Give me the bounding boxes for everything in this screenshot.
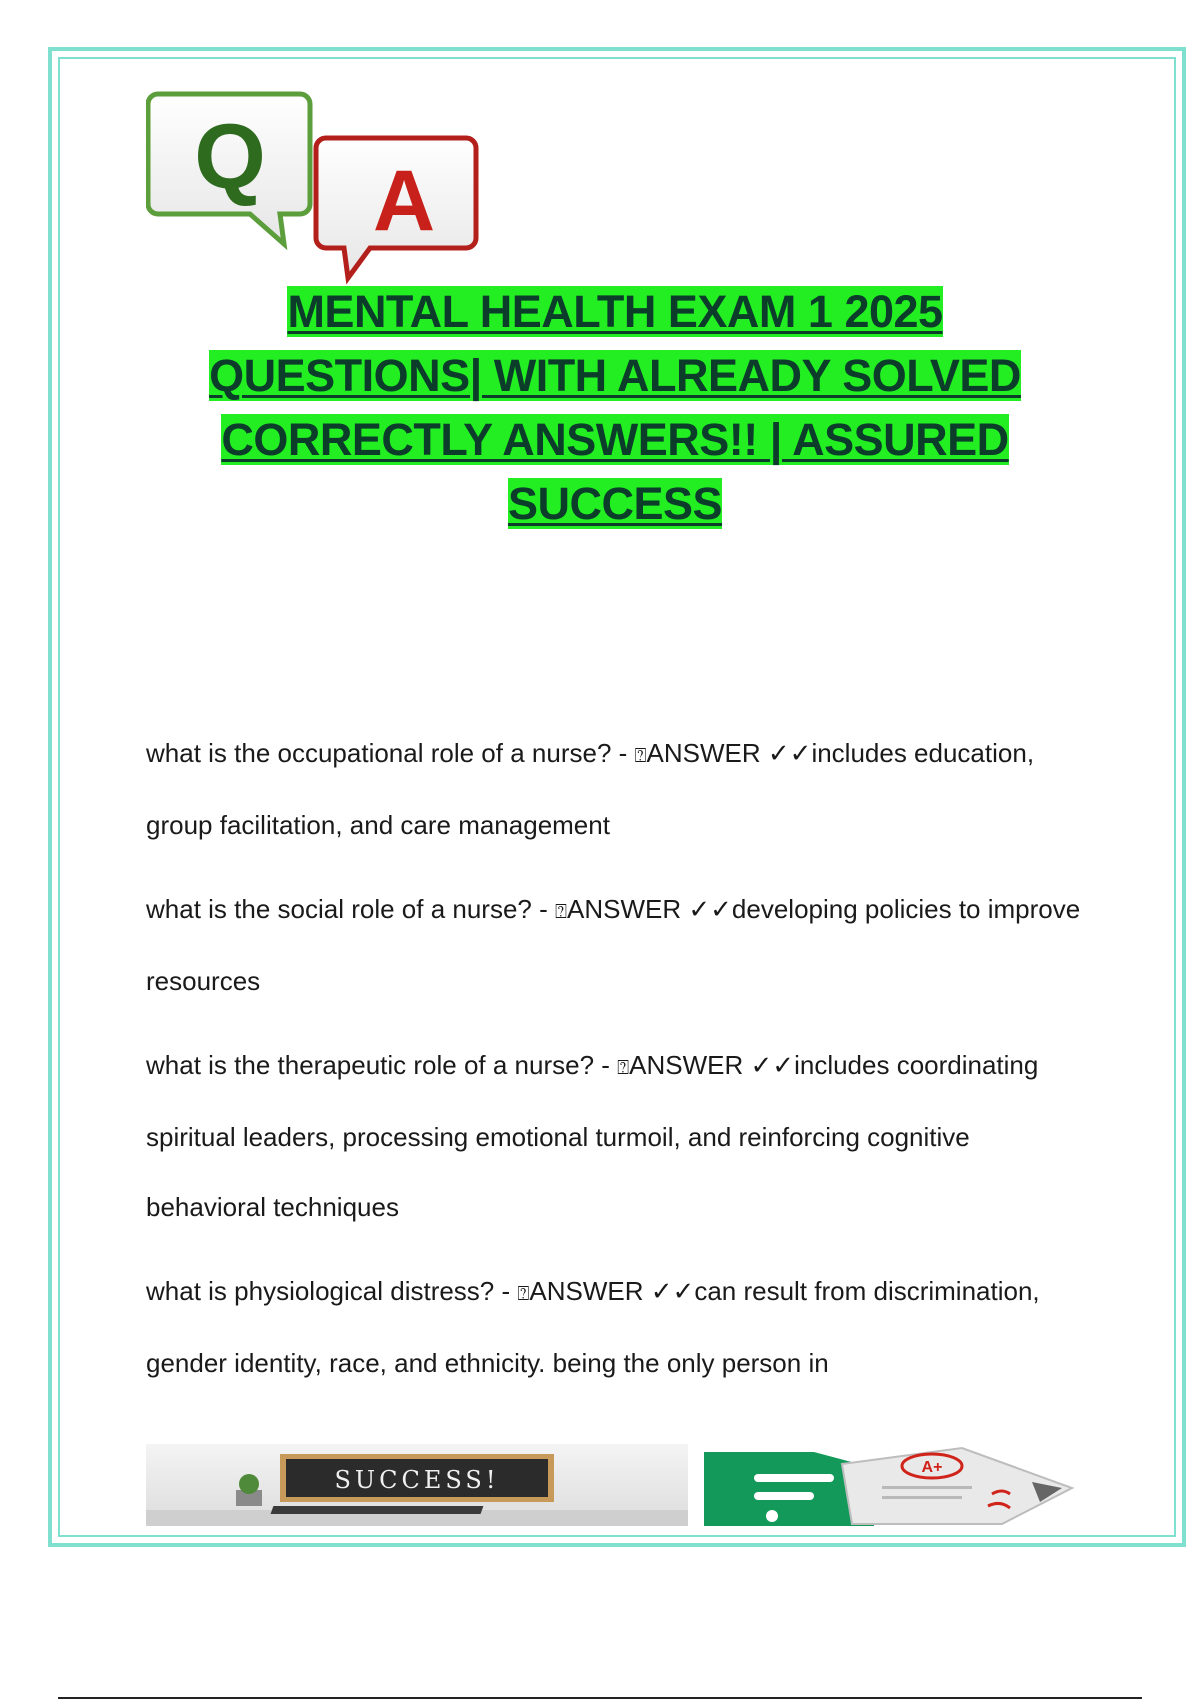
answer-label: ANSWER: [646, 738, 768, 768]
answer-text: includes education, group facilitation, and care management: [146, 738, 1035, 840]
logo-a-letter: A: [372, 153, 436, 249]
missing-glyph-icon: ⍰: [617, 1055, 630, 1079]
answer-label: ANSWER: [629, 1050, 751, 1080]
success-chalkboard-icon: [146, 1444, 688, 1526]
question-text: what is the occupational role of a nurse? -: [146, 738, 635, 768]
missing-glyph-icon: ⍰: [517, 1281, 530, 1305]
title-line: SUCCESS: [507, 478, 723, 529]
document-title: [150, 280, 1080, 536]
qa-speech-bubbles-icon: [146, 88, 486, 288]
question-text: what is physiological distress? -: [146, 1276, 518, 1306]
double-check-icon: ✓✓: [750, 1050, 795, 1080]
answer-text: includes coordinating spiritual leaders, processing emotional turmoil, and reinforcing cognitive behavioral techniques: [146, 1050, 1039, 1222]
answer-label: ANSWER: [529, 1276, 651, 1306]
bottom-rule: [58, 1697, 1142, 1699]
answer-label: ANSWER: [566, 894, 689, 924]
double-check-icon: ✓✓: [650, 1276, 695, 1306]
grade-text: A+: [921, 1459, 943, 1476]
answer-text: can result from discrimination, gender identity, race, and ethnicity. being the only person in: [146, 1276, 1040, 1378]
question-text: what is the therapeutic role of a nurse? -: [146, 1050, 618, 1080]
missing-glyph-icon: ⍰: [554, 899, 567, 923]
question-text: what is the social role of a nurse? -: [146, 894, 555, 924]
graded-paper-icon: [692, 1444, 1084, 1526]
qa-list: [146, 718, 1096, 1412]
qa-item: [146, 874, 1096, 1016]
double-check-icon: ✓✓: [767, 738, 812, 768]
qa-item: [146, 718, 1096, 860]
qa-item: [146, 1030, 1096, 1242]
title-line: CORRECTLY ANSWERS!! | ASSURED: [221, 414, 1009, 465]
logo-q-letter: Q: [194, 106, 266, 208]
chalkboard-text: SUCCESS!: [334, 1466, 500, 1494]
answer-text: developing policies to improve resources: [146, 894, 1081, 996]
title-line: QUESTIONS| WITH ALREADY SOLVED: [209, 350, 1021, 401]
missing-glyph-icon: ⍰: [634, 743, 647, 767]
title-line: MENTAL HEALTH EXAM 1 2025: [287, 286, 943, 337]
qa-item: [146, 1256, 1096, 1398]
double-check-icon: ✓✓: [688, 894, 732, 924]
